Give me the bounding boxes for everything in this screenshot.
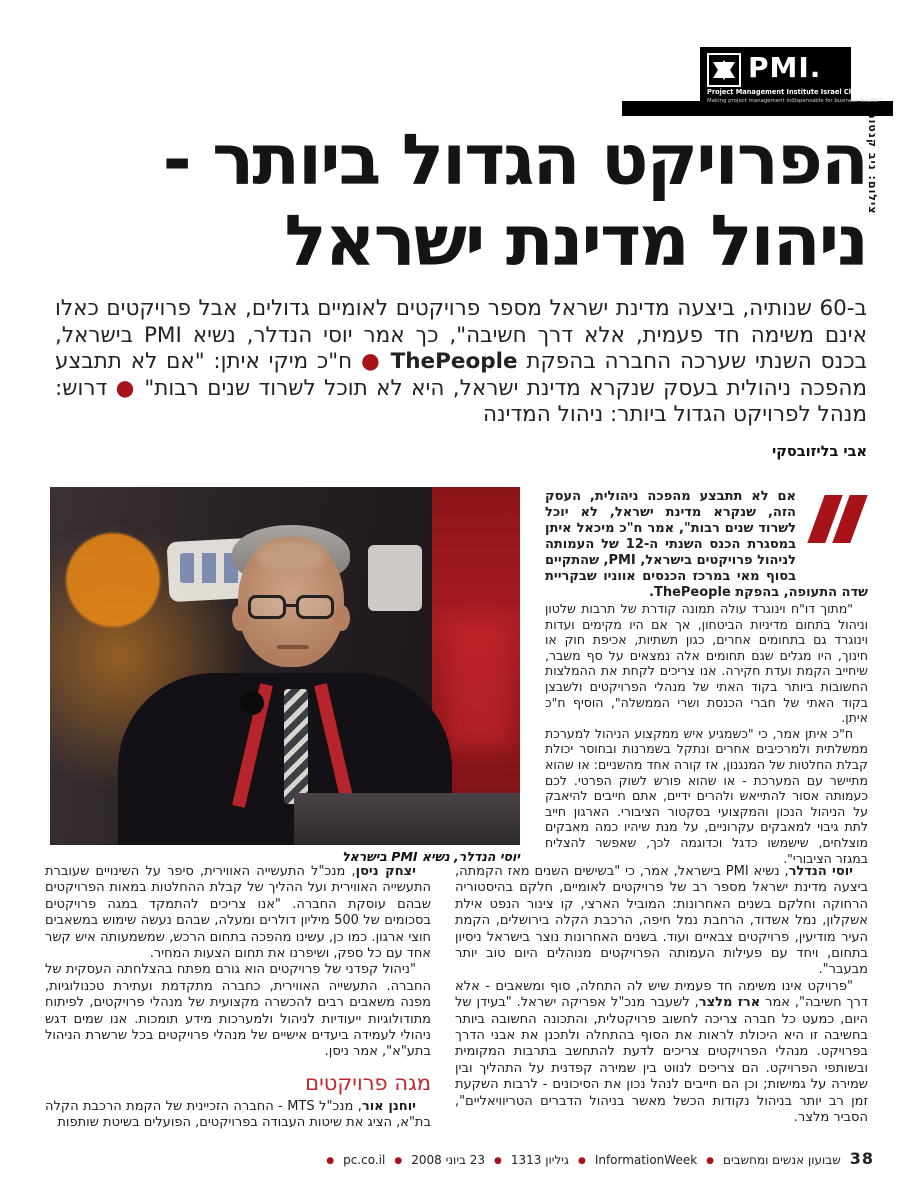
bullet-separator: ● bbox=[577, 1156, 586, 1166]
bullet-separator: ● bbox=[361, 349, 382, 374]
pmi-logo bbox=[700, 47, 884, 111]
paragraph bbox=[455, 864, 868, 979]
footer-item: 23 ביוני 2008 bbox=[411, 1153, 486, 1167]
paragraph bbox=[545, 726, 868, 866]
page-number: 38 bbox=[849, 1149, 874, 1168]
bullet-separator: ● bbox=[706, 1156, 715, 1166]
headline bbox=[40, 120, 867, 282]
paragraph bbox=[45, 864, 431, 962]
speaker-mouth bbox=[277, 645, 309, 649]
headline-line-2: ניהול מדינת ישראל bbox=[284, 200, 867, 282]
glasses-left-lens bbox=[248, 595, 286, 619]
headline-line-1: הפרויקט הגדול ביותר - bbox=[162, 119, 867, 201]
footer-items bbox=[326, 1153, 841, 1167]
text-segment: , מנכ"ל MTS - החברה הזכיינית של הקמת הרכבת הקלה בת"א, הציג את שיטות העבודה בפרויקטים, הפועלים בשיטת שותפות bbox=[45, 1098, 431, 1131]
glasses-right-lens bbox=[296, 595, 334, 619]
text-segment: "ניהול קפדני של פרויקטים הוא גורם מפתח בהצלחתה העסקית של החברה. התעשייה האווירית, כחברה מתקדמת ועתירת טכנולוגיות, מפנה משאבים רבים להכשרה מקצועית של מנהלי פרויקטים, לפיתוח מתודולוגיות ייעודיות לניהול ולמערכות מידע תומכות. אנו שמים דגש ניהולי לעמידה ביעדים אישיים של מנהלי פרויקטים בכל שרשרת הניהול בתע"א", אמר ניסן. bbox=[45, 962, 431, 1060]
conference-photo bbox=[50, 487, 520, 845]
glasses-bridge bbox=[284, 604, 298, 607]
column-bottom-right bbox=[455, 864, 868, 1127]
backdrop-sign-small bbox=[368, 545, 422, 611]
bullet-separator: ● bbox=[326, 1156, 335, 1166]
bullet-separator: ● bbox=[494, 1156, 502, 1166]
paragraph bbox=[45, 962, 431, 1060]
quote-mark-icon bbox=[808, 491, 868, 549]
footer-item: pc.co.il bbox=[343, 1153, 386, 1167]
orange-logo-circle bbox=[66, 533, 160, 627]
text-segment: , נשיא PMI בישראל, אמר, כי "בשישים השנים מאז הקמתה, ביצעה מדינת ישראל מספר רב של פרויקטים לאומיים, חלקם בהיסטוריה הרחוקה וחלקם בשנים האחרונות: המוביל הארצי, קו צינור הנפט אילת אשקלון, נמל אשדוד, הרחבת נמל חיפה, הרכבת הקלה בירושלים, הקמת העיר מודיעין, פרויקטים צבאיים ועוד. בשנים האחרונות נוצר בישראל ניסיון בתחום, ויחד עם פעילות העמותה הפרויקטים מנוהלים היום טוב יותר מבעבר". bbox=[455, 864, 868, 978]
text-segment: ThePeople bbox=[390, 349, 518, 374]
photo-caption: יוסי הנדלר, נשיא PMI בישראל bbox=[342, 849, 520, 864]
text-segment bbox=[382, 349, 391, 374]
speaker-hairline bbox=[256, 539, 326, 573]
footer-item: גיליון 1313 bbox=[510, 1153, 569, 1167]
speaker-ear-left bbox=[232, 605, 248, 631]
paragraph bbox=[545, 601, 868, 726]
column-right bbox=[545, 489, 868, 866]
text-segment: "פרויקט אינו משימה חד פעמית שיש לה התחלה, סוף ומשאבים - אלא דרך חשיבה", אמר bbox=[455, 978, 868, 1011]
text-segment: ח"כ מיקי איתן: "אם לא תתבצע מהפכה ניהולית בעסק שנקרא מדינת ישראל, היא לא תוכל לשרוד שנים רבות" bbox=[55, 349, 867, 401]
text-segment: יוחנן אור bbox=[361, 1098, 416, 1114]
logo-tagline: Making project management indispensable for business results™ bbox=[707, 98, 884, 104]
text-segment: "מתוך דו"ח וינוגרד עולה תמונה קודרת של תרבות שלטון וניהול בתחום מדיניות הביטחון, אך אם היו מקימים ועדות וינוגרד גם בתחומים אחרים, כגון תשתיות, אכיפת חוק או חינוך, היו מגלים שגם תחומים אלה נמצאים על סף משבר, שיחייב הקמת ועדת חקירה. אנו צריכים לקחת את ההמלצות החשובות ביותר בקוד האתי של מנהלי הפרויקטים ולשבצן בקוד האתי של חברי הכנסת ושרי הממשלה", הוסיף ח"כ איתן. bbox=[545, 601, 868, 726]
bullet-separator: ● bbox=[394, 1156, 403, 1166]
column-bottom-left-text-1 bbox=[45, 864, 431, 1061]
star-triangle-down bbox=[713, 62, 735, 80]
column-bottom-left-text-2 bbox=[45, 1099, 431, 1132]
striped-tie bbox=[284, 689, 308, 804]
paragraph bbox=[45, 1099, 431, 1132]
byline: אבי בליזובסקי bbox=[771, 444, 867, 460]
speaker-ear-right bbox=[334, 605, 350, 631]
text-segment: ח"כ איתן אמר, כי "כשמגיע איש ממקצוע הניהול למערכת ממשלתית ולמרכיבים אחרים ונתקל בשמרנות ובחוסר יכולת קבלת החלטות של המנגנון, אז קורה אחד מהשניים: או שהוא מתיישר עם המערכת - או שהוא פורש לשוק הפרטי. לכם כעמותה אסור להתייאש ולהרים ידיים, אתם חייבים להיאבק על הניהול הנכון והמקצועי בסקטור הציבורי. הארגון חייב לתת גיבוי למאבקים עקרוניים, על מנת שיהיו כמה מאבקים מוצלחים, שישמשו כדגל וכדוגמה לכך, שאפשר להצליח במגזר הציבורי". bbox=[545, 725, 868, 866]
pmi-logotype: PMI. bbox=[748, 51, 822, 84]
paragraph bbox=[455, 979, 868, 1127]
text-segment: , מנכ"ל התעשייה האווירית, סיפר על השינויים שעוברת התעשייה האווירית ועל ההליך של קבלת ההחלטות במאות הפרויקטים שבהם עוסקת החברה. "אנו צריכים להתמקד במגה פרויקטים בסכומים של 500 מיליון דולרים ומעלה, שבהם נעשה שימוש במשאבים חוצי ארגון. כמו כן, עשינו מהפכה בתחום הרכש, שמשמעותה איש קשר אחד עם כל ספק, ושיפרנו את תחום הצעות המחיר. bbox=[45, 864, 431, 962]
red-banner-highlight bbox=[448, 617, 510, 747]
text-segment: יצחק ניסן bbox=[355, 864, 416, 879]
star-of-david-icon bbox=[707, 53, 741, 87]
footer-item: InformationWeek bbox=[594, 1153, 698, 1167]
text-segment: ThePeople. bbox=[649, 585, 731, 600]
footer-item: שבועון אנשים ומחשבים bbox=[723, 1153, 841, 1167]
text-segment: אם לא תתבצע מהפכה ניהולית, העסק הזה, שנקרא מדינת ישראל, לא יוכל לשרוד שנים רבות", אמר ח"כ מיכאל איתן במסגרת הכנס השנתי ה-12 של העמותה לניהול פרויקטים בישראל, PMI, שהתקיים בסוף מאי במרכז הכנסים אווניו שבקריית שדה התעופה, בהפקת bbox=[545, 489, 868, 600]
text-segment: ארז מלצר bbox=[698, 995, 761, 1011]
lead-paragraph bbox=[55, 296, 867, 429]
logo-subtitle: Project Management Institute Israel Chapter bbox=[707, 88, 874, 96]
bullet-separator: ● bbox=[114, 375, 136, 401]
text-segment: דרוש: מנהל לפרויקט הגדול ביותר: ניהול המדינה bbox=[55, 375, 867, 427]
column-bottom-right-text bbox=[455, 864, 868, 1127]
podium bbox=[294, 793, 520, 845]
text-segment: יוסי הנדלר bbox=[788, 864, 853, 879]
photo-credit-vertical: צילום: ניב קנטור bbox=[866, 112, 879, 215]
section-heading: מגה פרויקטים bbox=[305, 1070, 431, 1095]
text-segment: , לשעבר מנכ"ל אפריקה ישראל. "בעידן של היום, כמעט כל חברה צריכה לחשוב פרויקטלית, והתכונה החשובה ביותר בחשיבה זו היא היכולת לראות את הסוף בהתחלה ולתכנן את אבני הדרך בפרויקט. מנהלי הפרויקטים צריכים לדעת להתחשב בתרבות המקומית ובשותפי הפרויקט. הם צריכים לנווט בין שמירה קפדנית על התהליך ובין שמירה על גמישות; וכן הם חייבים לנהל נכון את הסיכונים - לרבות השקעת זמן רב יותר בניהול נקודות הכשל מאשר בניהול הדברים הטריוויאליים", הסביר מלצר. bbox=[455, 995, 868, 1126]
text-segment: ב-60 שנותיה, ביצעה מדינת ישראל מספר פרויקטים לאומיים גדולים, אבל פרויקטים כאלו אינם משימה חד פעמית, אלא דרך חשיבה", כך אמר יוסי הנדלר, נשיא PMI בישראל, בכנס השנתי שערכה החברה בהפקת bbox=[55, 296, 868, 374]
footer bbox=[326, 1149, 874, 1168]
column-bottom-left bbox=[45, 864, 431, 1132]
microphone-icon bbox=[240, 691, 264, 715]
